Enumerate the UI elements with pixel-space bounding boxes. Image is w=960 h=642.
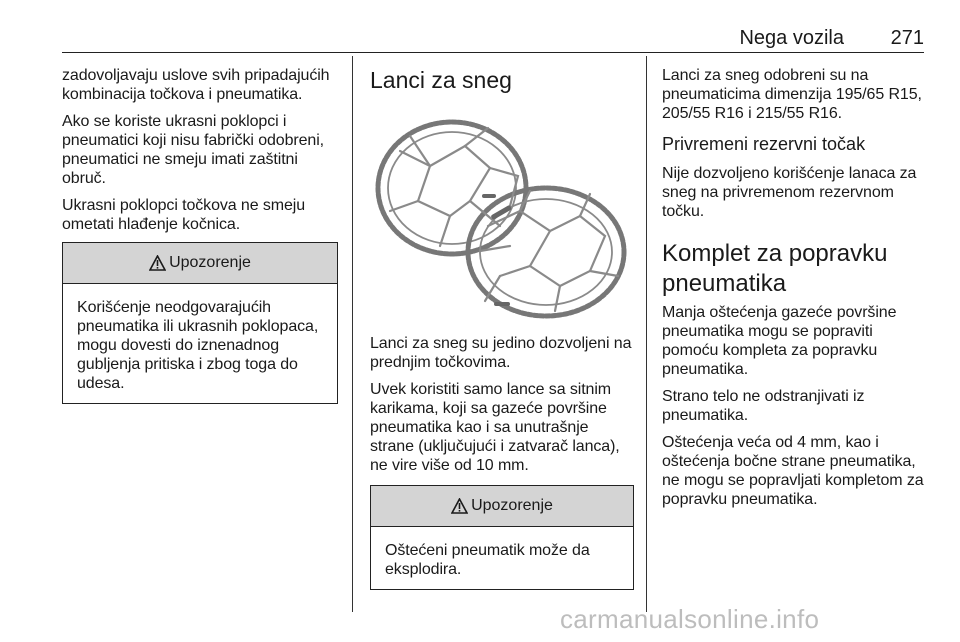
paragraph: Oštećenja veća od 4 mm, kao i oštećenja bočne strane pneumatika, ne mogu se popravljati kompletom za popravku pneumatika.	[662, 434, 924, 508]
warning-body	[63, 284, 337, 403]
section-heading: Lanci za sneg	[370, 67, 512, 93]
column-divider	[646, 56, 647, 612]
paragraph: zadovoljavaju uslove svih pripadajućih kombinacija točkova i pneumatika.	[62, 67, 330, 103]
paragraph: Lanci za sneg su jedino dozvoljeni na prednjim točkovima.	[370, 335, 632, 371]
page-header	[62, 26, 924, 53]
paragraph: Ako se koriste ukrasni poklopci i pneumatici koji nisu fabrički odobreni, pneumatici ne smeju imati zaštitni obruč.	[62, 113, 325, 187]
page-number: 271	[890, 27, 924, 49]
subsection-heading: Privremeni rezervni točak	[662, 134, 866, 154]
warning-box	[370, 485, 634, 590]
section-heading: Komplet za popravku pneumatika	[662, 240, 888, 297]
column-middle	[370, 66, 634, 590]
warning-header	[371, 486, 633, 527]
warning-body	[371, 527, 633, 589]
snow-chains-illustration	[370, 106, 634, 320]
column-divider	[352, 56, 353, 612]
warning-header	[63, 243, 337, 284]
column-left	[62, 66, 338, 404]
paragraph: Ukrasni poklopci točkova ne smeju ometati hlađenje kočnica.	[62, 197, 306, 233]
paragraph: Strano telo ne odstranjivati iz pneumatika.	[662, 388, 865, 424]
warning-title: Upozorenje	[169, 254, 251, 271]
watermark: carmanualsonline.info	[560, 604, 820, 634]
warning-text: Korišćenje neodgovarajućih pneumatika ili ukrasnih poklopaca, mogu dovesti do iznenadnog gubljenja pritiska i zbog toga do udesa.	[77, 299, 319, 392]
warning-title: Upozorenje	[471, 497, 553, 514]
warning-text: Oštećeni pneumatik može da eksplodira.	[385, 542, 590, 578]
column-right	[662, 66, 927, 517]
warning-triangle-icon	[451, 498, 468, 514]
warning-triangle-icon	[149, 255, 166, 271]
paragraph: Uvek koristiti samo lance sa sitnim karikama, koji sa gazeće površine pneumatika kao i sa unutrašnje strane (uključujući i zatvarač lanca), ne vire više od 10 mm.	[370, 381, 620, 474]
header-title: Nega vozila	[739, 27, 844, 49]
warning-box	[62, 242, 338, 404]
paragraph: Manja oštećenja gazeće površine pneumatika mogu se popraviti pomoću kompleta za popravku pneumatika.	[662, 304, 897, 378]
paragraph: Lanci za sneg odobreni su na pneumaticima dimenzija 195/65 R15, 205/55 R16 i 215/55 R16.	[662, 67, 922, 122]
paragraph: Nije dozvoljeno korišćenje lanaca za sneg na privremenom rezervnom točku.	[662, 165, 917, 220]
